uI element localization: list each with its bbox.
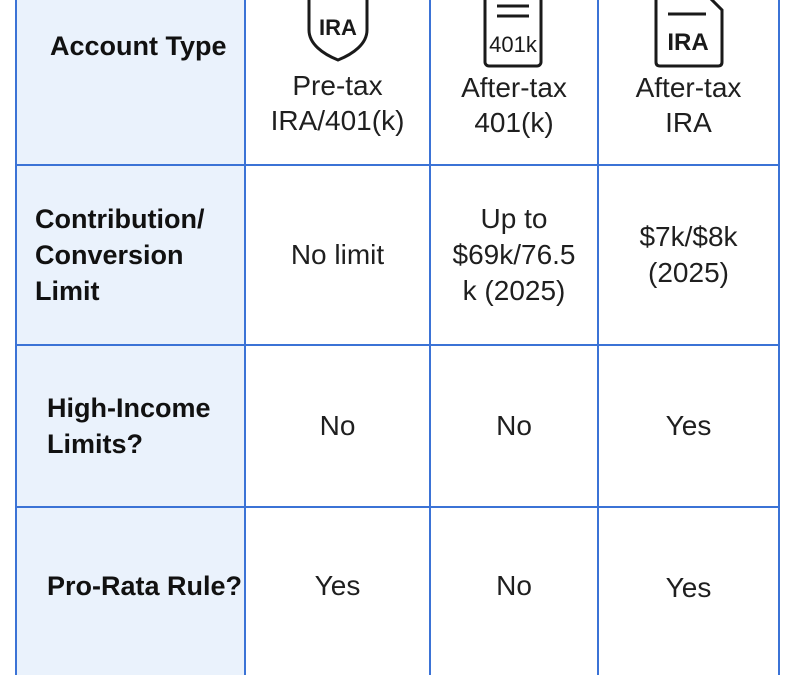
ira-document-icon (652, 0, 726, 70)
ira-shield-icon (305, 0, 371, 62)
value-cell (246, 166, 429, 344)
value-cell (246, 346, 429, 506)
table-border-left (15, 0, 17, 675)
value-text: $7k/$8k (639, 221, 738, 252)
value-text: No (496, 410, 532, 441)
row-label-cell (35, 166, 244, 344)
header-col-line2: 401(k) (474, 107, 554, 138)
row-label-line1: High-Income (47, 393, 211, 423)
header-label: Account Type (50, 31, 227, 61)
header-col-line1: After-tax (461, 72, 567, 103)
row-label-line2: Limits? (47, 429, 144, 459)
401k-document-icon (479, 0, 549, 70)
header-col-line2: IRA (665, 107, 712, 138)
value-cell (431, 508, 597, 664)
header-cell-aftertax-401k (431, 0, 597, 164)
header-cell-pretax (246, 0, 429, 164)
table-border-right (778, 0, 780, 675)
ira-shield-text: IRA (318, 15, 357, 40)
row-label-cell (47, 346, 244, 506)
value-text: No (496, 570, 532, 601)
value-text: Yes (314, 570, 361, 601)
401k-icon-text: 401k (489, 32, 537, 57)
value-text: Up to (480, 203, 548, 234)
value-text: No limit (290, 239, 385, 270)
value-text: Yes (665, 410, 712, 441)
value-cell (599, 346, 778, 506)
header-col-line1: After-tax (635, 72, 742, 103)
value-cell (431, 346, 597, 506)
header-col-line2: IRA/401(k) (270, 105, 405, 136)
value-text: k (2025) (462, 275, 566, 306)
header-label-cell (50, 0, 242, 92)
value-text: (2025) (648, 257, 729, 288)
header-cell-aftertax-ira (599, 0, 778, 164)
header-col-line1: Pre-tax (292, 70, 383, 101)
value-cell (431, 166, 597, 344)
row-label-line2: Conversion Limit (35, 240, 184, 306)
ira-doc-text: IRA (666, 29, 709, 56)
value-cell (599, 508, 778, 668)
value-text: $69k/76.5 (452, 239, 576, 270)
value-text: Yes (665, 572, 712, 603)
value-cell (246, 508, 429, 664)
value-text: No (319, 410, 356, 441)
row-label-line1: Pro-Rata Rule? (47, 571, 243, 601)
row-label-line1: Contribution/ (35, 204, 205, 234)
value-cell (599, 166, 778, 344)
row-label-cell (47, 508, 244, 664)
